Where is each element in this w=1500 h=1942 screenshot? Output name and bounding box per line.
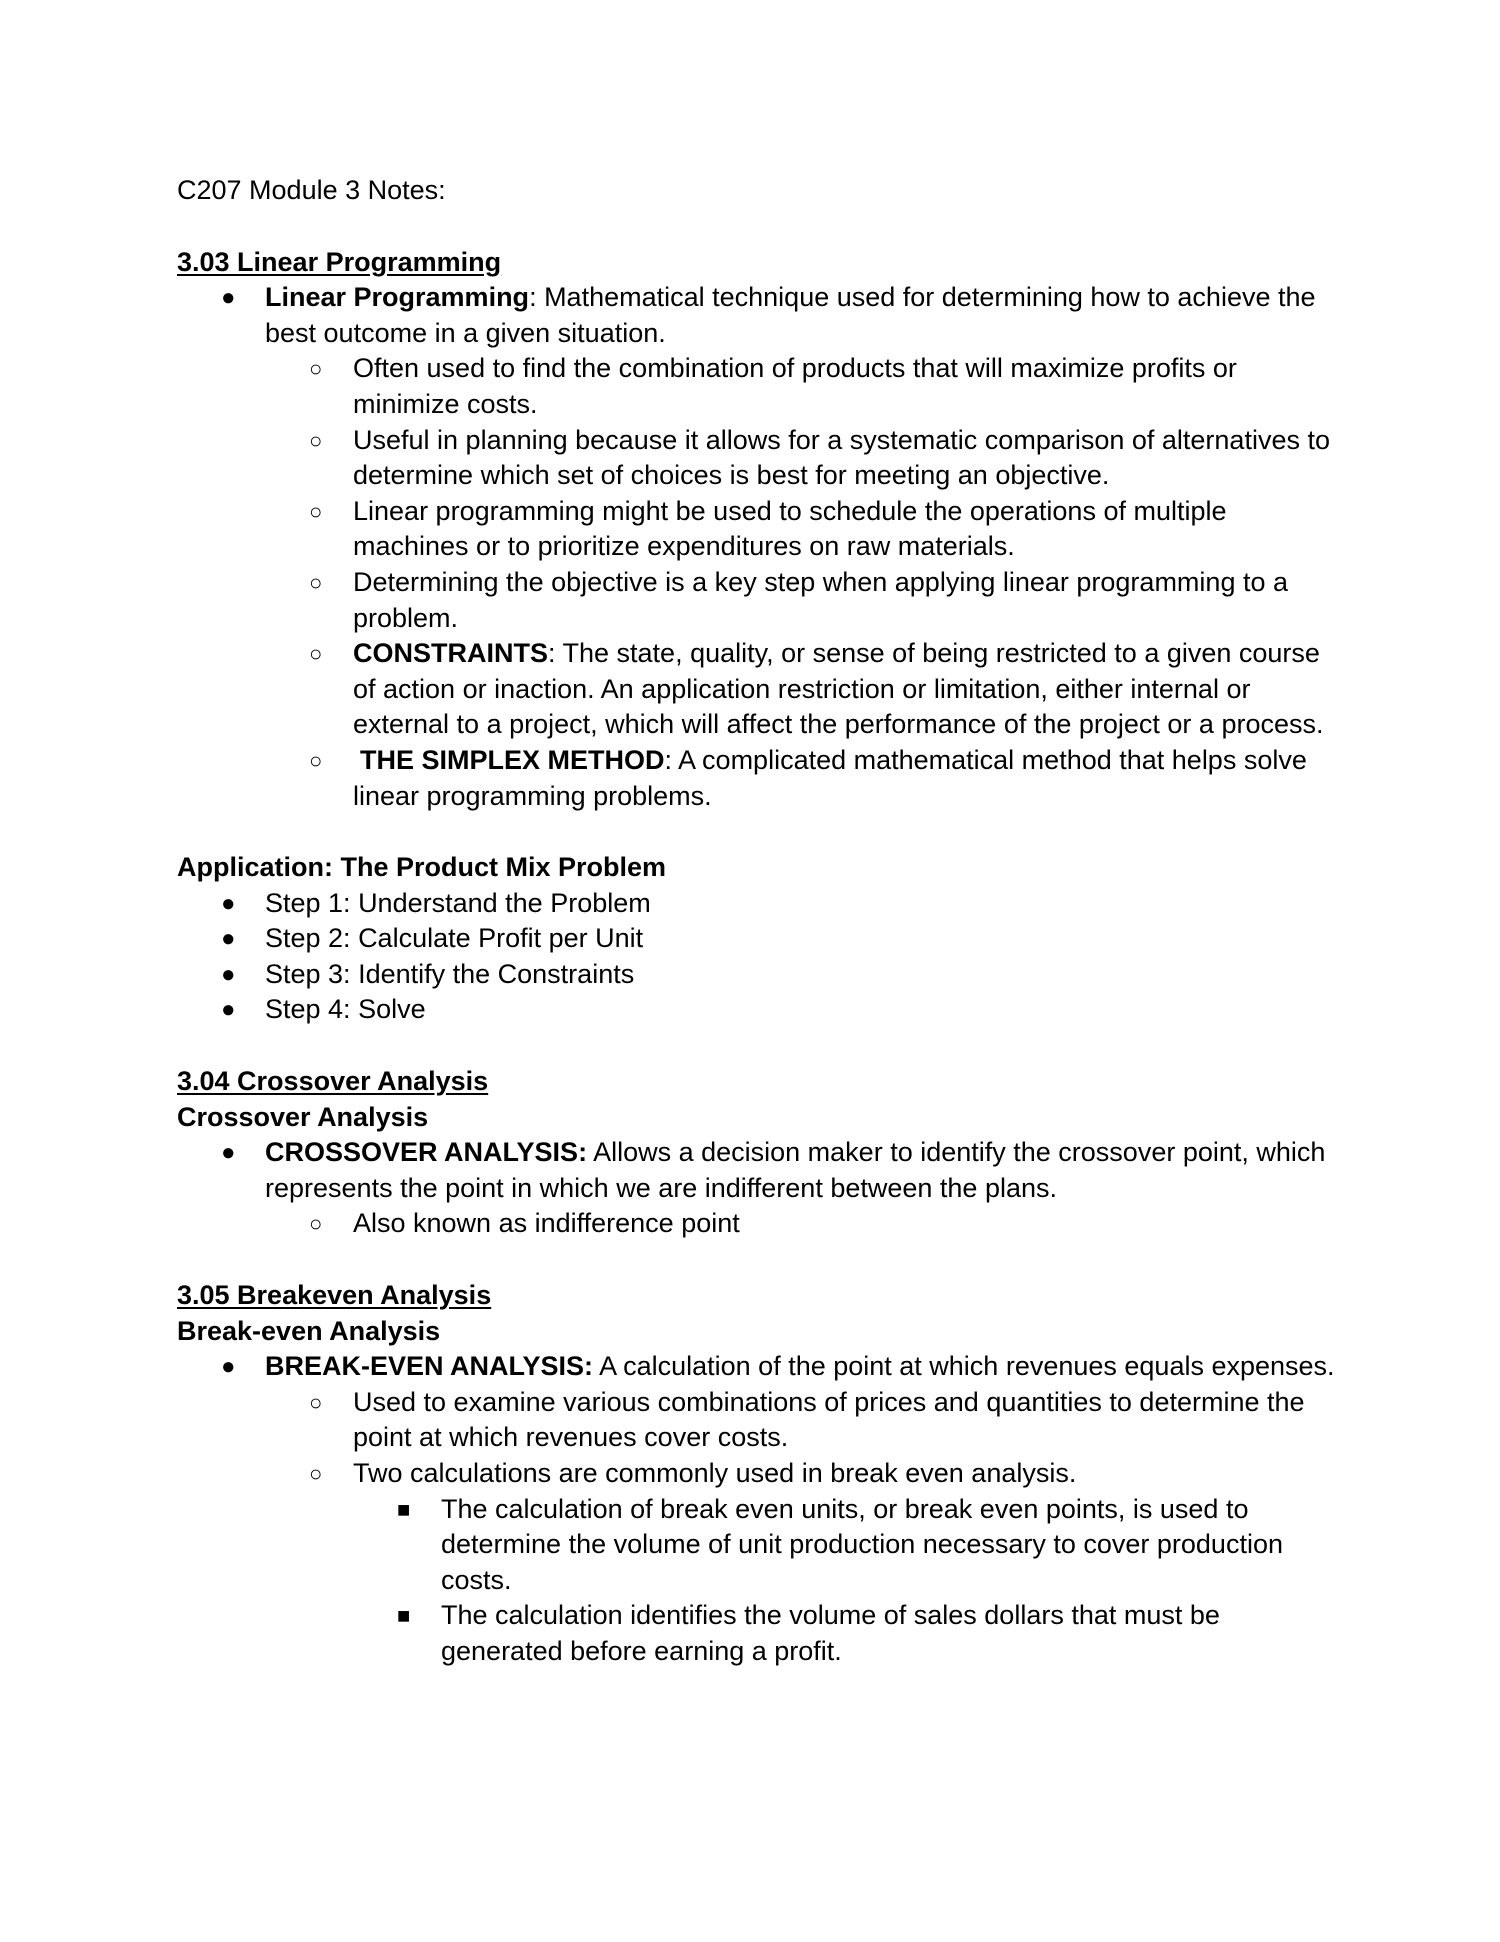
crossover-list [177,1135,1337,1206]
lp-sublist [177,351,1337,814]
list-item-text: The calculation identifies the volume of sales dollars that must be generated before earning a profit. [441,1600,1220,1666]
list-item-text: Useful in planning because it allows for a systematic comparison of alternatives to determine which set of choices is best for meeting an objective. [353,424,1330,491]
section-heading-application: Application: The Product Mix Problem [177,852,667,883]
section-linear-programming [177,245,1337,815]
list-item-text: Determining the objective is a key step when applying linear programming to a problem. [353,566,1288,633]
list-item [177,494,1337,565]
list-item-text: The calculation of break even units, or break even points, is used to determine the volume of unit production necessary to cover production costs. [441,1493,1283,1595]
bullet-disc-icon: ● [221,1353,236,1381]
bullet-circle-icon: ○ [309,498,323,524]
document-body [177,173,1337,1706]
definition-constraints: : The state, quality, or sense of being restricted to a given course of action or inaction. An application restriction or limitation, either internal or external to a project, which will affect the performance of the project or a process. [353,638,1324,740]
list-item-constraints [177,636,1337,743]
bullet-circle-icon: ○ [309,1211,323,1237]
breakeven-subsublist [177,1492,1337,1670]
bullet-disc-icon: ● [221,284,236,312]
bullet-square-icon: ■ [397,1603,411,1629]
subheading-breakeven: Break-even Analysis [177,1315,441,1346]
bullet-circle-icon: ○ [309,641,323,667]
bullet-circle-icon: ○ [309,1389,323,1415]
step-text: Step 1: Understand the Problem [265,887,651,918]
list-item [177,351,1337,422]
list-item [177,1492,1337,1599]
bullet-circle-icon: ○ [309,747,323,773]
term-simplex-method: THE SIMPLEX METHOD [360,744,665,775]
term-constraints: CONSTRAINTS [353,638,548,669]
section-breakeven-analysis [177,1278,1337,1670]
list-item [177,1206,1337,1242]
step-text: Step 4: Solve [265,994,426,1025]
bullet-circle-icon: ○ [309,427,323,453]
definition-crossover-analysis: Allows a decision maker to identify the crossover point, which represents the point in which we are indifferent between the plans. [265,1137,1326,1203]
list-item [177,1456,1337,1492]
lp-list [177,280,1337,351]
list-item-crossover [177,1135,1337,1206]
list-item [177,1385,1337,1456]
list-item-text: Also known as indifference point [353,1208,740,1239]
breakeven-sublist [177,1385,1337,1492]
list-item-text: Linear programming might be used to schedule the operations of multiple machines or to prioritize expenditures on raw materials. [353,495,1227,562]
definition-linear-programming: : Mathematical technique used for determining how to achieve the best outcome in a given situation. [265,282,1316,348]
list-item-step-4 [177,992,1337,1028]
list-item-text: Two calculations are commonly used in break even analysis. [353,1458,1077,1488]
bullet-circle-icon: ○ [309,569,323,595]
list-item-step-3 [177,957,1337,993]
step-text: Step 2: Calculate Profit per Unit [265,923,644,954]
list-item-text: Used to examine various combinations of prices and quantities to determine the point at which revenues cover costs. [353,1386,1305,1453]
term-crossover-analysis: CROSSOVER ANALYSIS: [265,1137,588,1168]
steps-list [177,886,1337,1028]
bullet-disc-icon: ● [221,889,236,917]
list-item-simplex-method [177,743,1337,814]
list-item [177,423,1337,494]
crossover-sublist [177,1206,1337,1242]
subheading-crossover: Crossover Analysis [177,1101,429,1132]
definition-simplex-method: : A complicated mathematical method that helps solve linear programming problems. [353,744,1307,811]
list-item-linear-programming [177,280,1337,351]
section-heading-3-05: 3.05 Breakeven Analysis [177,1280,492,1311]
section-heading-3-04: 3.04 Crossover Analysis [177,1066,489,1097]
list-item [177,1598,1337,1669]
section-heading-3-03: 3.03 Linear Programming [177,246,502,277]
step-text: Step 3: Identify the Constraints [265,958,635,989]
bullet-disc-icon: ● [221,960,236,988]
bullet-disc-icon: ● [221,996,236,1024]
breakeven-list [177,1349,1337,1385]
list-item [177,565,1337,636]
list-item-step-1 [177,886,1337,922]
bullet-circle-icon: ○ [309,1461,323,1486]
bullet-disc-icon: ● [221,1139,236,1167]
bullet-disc-icon: ● [221,925,236,953]
list-item-breakeven [177,1349,1337,1385]
definition-breakeven-analysis: A calculation of the point at which revenues equals expenses. [593,1351,1335,1382]
section-crossover-analysis [177,1064,1337,1242]
document-title: C207 Module 3 Notes: [177,175,446,205]
term-linear-programming: Linear Programming [265,282,530,313]
section-product-mix [177,850,1337,1028]
bullet-circle-icon: ○ [309,356,323,382]
bullet-square-icon: ■ [397,1496,411,1522]
list-item-text: Often used to find the combination of products that will maximize profits or minimize costs. [353,353,1237,419]
list-item-step-2 [177,921,1337,957]
term-breakeven-analysis: BREAK-EVEN ANALYSIS: [265,1351,594,1382]
